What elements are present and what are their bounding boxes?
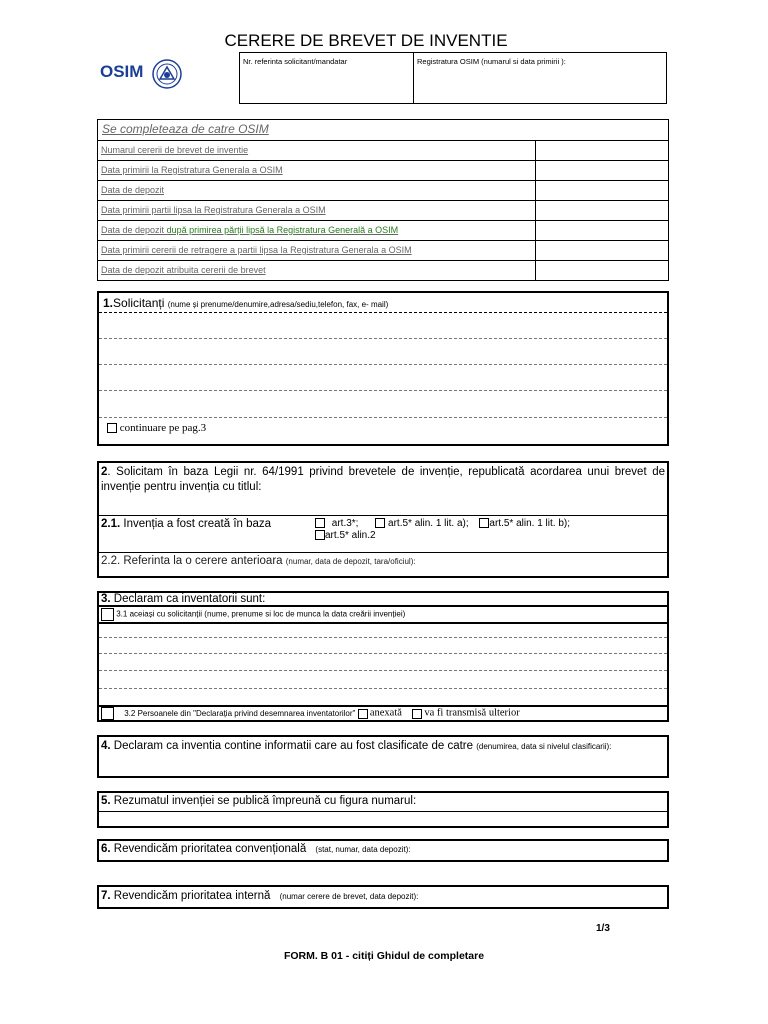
- section-3-num: 3.: [101, 593, 111, 605]
- option-3-2-label: 3.2 Persoanele din "Declarația privind desemnarea inventatorilor": [124, 708, 356, 718]
- section-1-hint: (nume și prenume/denumire,adresa/sediu,telefon, fax, e- mail): [167, 300, 389, 309]
- reference-box: [239, 52, 667, 104]
- option-3-2: [101, 707, 520, 720]
- section-1-title: Solicitanți: [113, 296, 165, 310]
- osim-row: [98, 161, 668, 181]
- art3-checkbox[interactable]: [315, 518, 325, 528]
- continue-label: continuare pe pag.3: [119, 422, 207, 434]
- osim-row-value[interactable]: [535, 261, 668, 280]
- osim-logo-text: OSIM: [100, 62, 144, 81]
- input-line[interactable]: [99, 653, 667, 654]
- osim-row-value[interactable]: [535, 181, 668, 200]
- annex-label: anexată: [369, 707, 402, 719]
- section-2-2-text: 2.2. Referinta la o cerere anterioara: [101, 555, 283, 567]
- section-4-hint: (denumirea, data si nivelul clasificarii):: [476, 742, 612, 751]
- osim-row-value[interactable]: [535, 241, 668, 260]
- osim-row-value[interactable]: [535, 221, 668, 240]
- osim-row-label: Data primirii la Registratura Generala a OSIM: [101, 165, 283, 175]
- section-4-num: 4.: [101, 740, 111, 752]
- section-2-1: [101, 518, 271, 530]
- art5-2-label: art.5* alin.2: [325, 530, 376, 541]
- osim-row-value[interactable]: [535, 161, 668, 180]
- annex-checkbox[interactable]: [358, 709, 368, 719]
- section-7-hint: (numar cerere de brevet, data depozit):: [279, 892, 419, 901]
- art3-label: art.3*;: [331, 518, 359, 529]
- section-7-prioritate-interna: [97, 885, 669, 909]
- section-6-hint: (stat, numar, data depozit):: [315, 845, 411, 854]
- osim-row: [98, 181, 668, 201]
- art5b-checkbox[interactable]: [479, 518, 489, 528]
- osim-row-label: Data primirii partii lipsa la Registratura Generala a OSIM: [101, 205, 326, 215]
- section-3-heading: [101, 593, 265, 605]
- section-4-body: Declaram ca inventia contine informatii care au fost clasificate de catre: [113, 740, 474, 752]
- osim-heading-row: [98, 120, 668, 141]
- osim-heading: Se completeaza de catre OSIM: [102, 122, 269, 136]
- continue-option: [107, 422, 206, 434]
- section-2-1-num: 2.1.: [101, 518, 121, 530]
- section-2-2-hint: (numar, data de depozit, tara/oficiul):: [285, 557, 416, 566]
- section-5-num: 5.: [101, 795, 111, 807]
- section-2-text: [101, 465, 665, 495]
- registry-label: Registratura OSIM (numarul si data primirii ):: [417, 57, 566, 66]
- art5-2-checkbox[interactable]: [315, 530, 325, 540]
- osim-row: [98, 141, 668, 161]
- registry-cell[interactable]: [414, 53, 666, 103]
- later-checkbox[interactable]: [412, 709, 422, 719]
- osim-row-label-part: Data de depozit: [101, 225, 165, 235]
- osim-emblem-icon: [151, 58, 183, 90]
- osim-row-value[interactable]: [535, 141, 668, 160]
- section-5-rezumat: [97, 791, 669, 828]
- input-line[interactable]: [99, 688, 667, 689]
- later-label: va fi transmisă ulterior: [424, 707, 520, 719]
- input-line[interactable]: [99, 417, 667, 418]
- section-1-num: 1.: [103, 296, 114, 310]
- osim-row-label: [101, 225, 398, 235]
- section-4-clasificare: [97, 735, 669, 778]
- osim-row-label-green: după primirea părții lipsă la Registratura Generală a OSIM: [166, 225, 399, 235]
- form-footer: FORM. B 01 - citiți Ghidul de completare: [283, 950, 485, 962]
- input-line[interactable]: [99, 390, 667, 391]
- osim-logo: [100, 58, 184, 90]
- divider: [99, 811, 667, 812]
- section-2-1-text: Invenția a fost creată în baza: [123, 518, 272, 530]
- continue-checkbox[interactable]: [107, 423, 117, 433]
- osim-block: [97, 119, 669, 281]
- osim-row: [98, 201, 668, 221]
- section-5-body: Rezumatul invenției se publică împreună cu figura numarul:: [113, 795, 417, 807]
- divider: [99, 515, 667, 516]
- divider: [99, 622, 667, 624]
- section-1-solicitanti: [97, 291, 669, 446]
- osim-row: [98, 261, 668, 280]
- osim-row: [98, 221, 668, 241]
- input-line[interactable]: [99, 364, 667, 365]
- option-3-2-checkbox[interactable]: [101, 707, 114, 720]
- section-7-num: 7.: [101, 890, 111, 902]
- osim-row-label: Numarul cererii de brevet de inventie: [101, 145, 249, 155]
- divider: [99, 312, 667, 313]
- option-3-1-checkbox[interactable]: [101, 608, 114, 621]
- art5b-label: art.5* alin. 1 lit. b);: [489, 518, 570, 529]
- option-3-1-label: 3.1 aceiași cu solicitanții (nume, prenume si loc de munca la data creării invenției): [116, 609, 406, 619]
- ref-label: Nr. referinta solicitant/mandatar: [243, 57, 348, 66]
- section-2-num: 2: [101, 466, 108, 478]
- page-number: 1/3: [596, 923, 610, 934]
- input-line[interactable]: [99, 338, 667, 339]
- section-3-inventatori: [97, 591, 669, 722]
- page-title: CERERE DE BREVET DE INVENTIE: [224, 31, 508, 50]
- section-6-prioritate-conventionala: [97, 839, 669, 862]
- divider: [99, 552, 667, 553]
- section-2-body: . Solicitam în baza Legii nr. 64/1991 privind brevetele de invenție, republicată acordarea unui brevet de invenție pentru invenția cu titlul:: [101, 466, 665, 493]
- section-4-text: [101, 740, 663, 753]
- osim-row-value[interactable]: [535, 201, 668, 220]
- section-2-2: [101, 555, 416, 567]
- input-line[interactable]: [99, 670, 667, 671]
- ref-cell[interactable]: [240, 53, 414, 103]
- art5a-checkbox[interactable]: [375, 518, 385, 528]
- osim-row-label: Data de depozit: [101, 185, 165, 195]
- art5a-label: art.5* alin. 1 lit. a);: [388, 518, 469, 529]
- section-6-num: 6.: [101, 843, 111, 855]
- input-line[interactable]: [99, 637, 667, 638]
- section-7-text: [101, 890, 418, 902]
- section-1-heading: [103, 296, 388, 310]
- section-7-body: Revendicăm prioritatea internă: [113, 890, 271, 902]
- section-6-body: Revendicăm prioritatea convențională: [113, 843, 307, 855]
- section-3-title: Declaram ca inventatorii sunt:: [113, 593, 266, 605]
- osim-row: [98, 241, 668, 261]
- section-5-text: [101, 795, 416, 807]
- section-2-cerere: [97, 461, 669, 578]
- divider: [99, 605, 667, 607]
- osim-row-label: Data de depozit atribuita cererii de brevet: [101, 265, 266, 275]
- option-3-1: [101, 608, 405, 621]
- basis-options-row2: [315, 530, 376, 541]
- basis-options: [315, 518, 570, 529]
- section-6-text: [101, 843, 411, 855]
- osim-row-label: Data primirii cererii de retragere a partii lipsa la Registratura Generala a OSIM: [101, 245, 412, 255]
